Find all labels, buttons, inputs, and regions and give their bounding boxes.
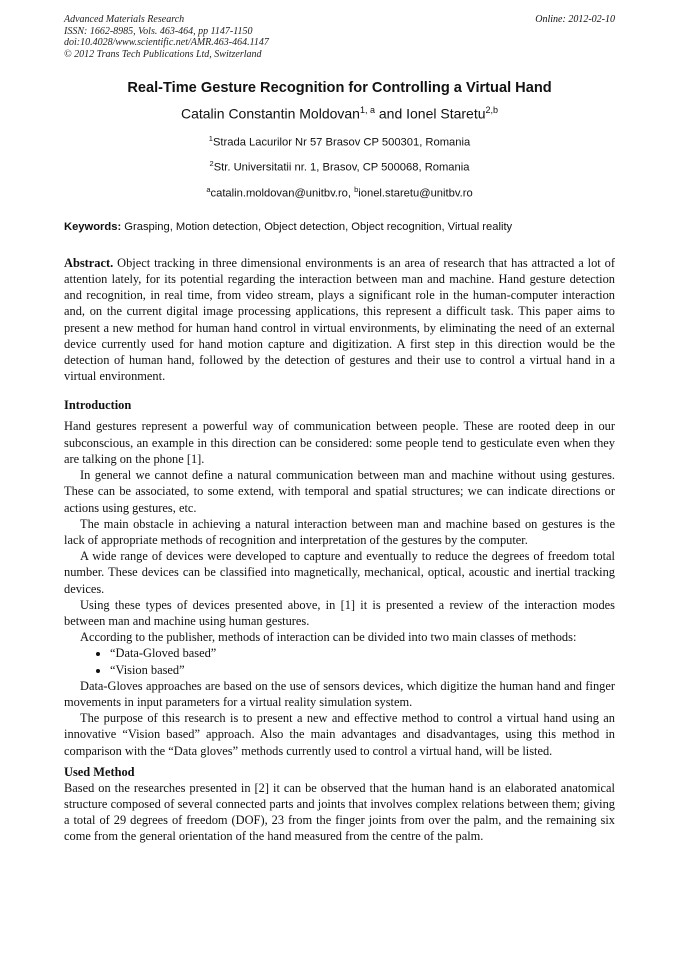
methods-list (64, 645, 615, 677)
issn-line: ISSN: 1662-8985, Vols. 463-464, pp 1147-1150 (64, 25, 253, 37)
method-heading: Used Method (64, 764, 135, 779)
keywords-text: Grasping, Motion detection, Object detection, Object recognition, Virtual reality (121, 220, 513, 233)
journal-header (64, 14, 615, 60)
list-item: • “Data-Gloved based” (110, 645, 615, 661)
author-line (64, 105, 615, 122)
affiliation-2-text: Str. Universitatii nr. 1, Brasov, CP 500068, Romania (213, 162, 470, 175)
abstract (64, 255, 615, 385)
copyright-line: © 2012 Trans Tech Publications Ltd, Switzerland (64, 48, 262, 60)
email-b-sup: b (354, 185, 359, 195)
paper-page (64, 14, 615, 845)
affiliation-1-text: Strada Lacurilor Nr 57 Brasov CP 500301, Romania (212, 136, 471, 149)
author-1-sup: 1, a (359, 105, 375, 115)
method-paragraph-1: Based on the researches presented in [2] it can be observed that the human hand is an elaborated anatomical structure composed of several connected parts and joints that involves complex relations between them; giving a total of 29 degrees of freedom (DOF), 23 from the finger joints from over the palm, and the remaining six come from the general orientation of the hand measured from the centre of the palm. (64, 780, 615, 844)
affiliation-2 (64, 153, 615, 179)
author-and: and (374, 105, 407, 122)
intro-paragraph-4: A wide range of devices were developed to capture and eventually to reduce the degrees of freedom total number. These devices can be classified into magnetically, mechanical, optical, acoustic and inertial tracking devices. (64, 549, 615, 596)
intro-paragraph-7: Data-Gloves approaches are based on the use of sensors devices, which digitize the human hand and finger movements in input parameters for a virtual reality simulation system. (64, 678, 615, 709)
intro-paragraph-8: The purpose of this research is to present a new and effective method to control a virtual hand using an innovative “Vision based” approach. Also the main advantages and disadvantages, using this method in comparison with the “Data gloves” methods currently used to control a virtual hand, will be listed. (64, 711, 615, 758)
email-a-sup: a (206, 185, 211, 195)
abstract-label: Abstract. (64, 255, 114, 270)
intro-heading: Introduction (64, 398, 132, 413)
abstract-text: Object tracking in three dimensional environments is an area of research that has attracted a lot of attention lately, for its potential regarding the interaction between man and machine. Hand gesture detection and recognition, in real time, from video stream, plays a significant role in the human-computer interaction and, on the current digital image processing applications, this represent a difficult task. This paper aims to present a new method for human hand control in virtual environments, by eliminating the need of an external device currently used for hand motion capture and digitization. A first step in this direction would be the detection of human hand, followed by the detection of gestures and their use to control a virtual hand in a virtual environment. (64, 255, 615, 384)
affiliation-1 (64, 128, 615, 154)
list-item: • “Vision based” (110, 662, 615, 678)
affiliation-1-sup: 1 (208, 133, 213, 143)
online-date: Online: 2012-02-10 (535, 14, 615, 25)
emails (64, 179, 615, 205)
intro-paragraph-6: According to the publisher, methods of interaction can be divided into two main classes of methods: (80, 630, 577, 645)
email-a: catalin.moldovan@unitbv.ro, (210, 187, 355, 200)
paper-title: Real-Time Gesture Recognition for Controlling a Virtual Hand (127, 80, 552, 96)
keywords-label: Keywords: (64, 220, 122, 233)
affiliations (64, 128, 615, 205)
journal-name: Advanced Materials Research (64, 14, 185, 25)
intro-paragraph-5: Using these types of devices presented above, in [1] it is presented a review of the interaction modes between man and machine using human gestures. (64, 597, 615, 628)
affiliation-2-sup: 2 (209, 159, 214, 169)
author-1: Catalin Constantin Moldovan (180, 105, 360, 122)
intro-paragraph-3: The main obstacle in achieving a natural interaction between man and machine based on gestures is the lack of appropriate methods of recognition and interpretation of the gestures by the computer. (64, 516, 615, 547)
doi-line: doi:10.4028/www.scientific.net/AMR.463-464.1147 (64, 37, 269, 48)
email-b: ionel.staretu@unitbv.ro (358, 187, 473, 200)
author-2-sup: 2,b (485, 105, 499, 115)
intro-paragraph-2: In general we cannot define a natural communication between man and machine without using gestures. These can be associated, to some extend, with temporal and spatial structures; we can indicate directions or actions using gestures, etc. (64, 468, 615, 515)
author-2: Ionel Staretu (406, 105, 486, 122)
intro-paragraph-1: Hand gestures represent a powerful way of communication between people. These are rooted deep in our subconscious, an example in this direction can be considered: some people tend to gesticulate even when they are talking on the phone [1]. (64, 419, 615, 466)
keywords (64, 221, 615, 233)
